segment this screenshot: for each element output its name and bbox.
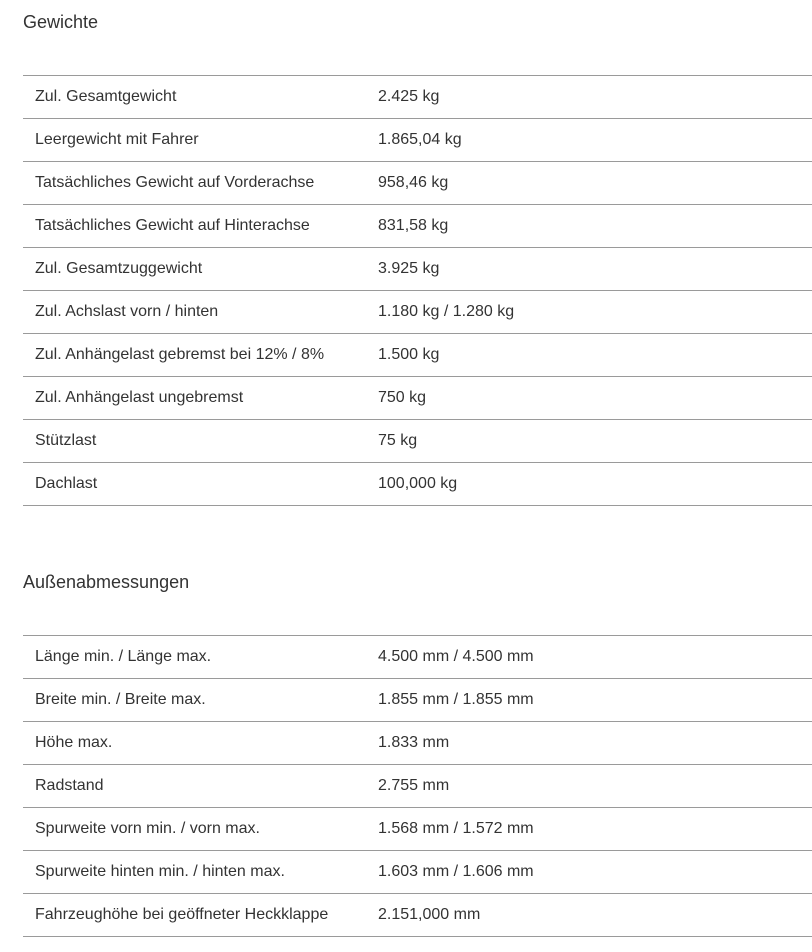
table-row [23,722,812,765]
spec-value: 2.151,000 mm [378,906,481,923]
table-row [23,291,812,334]
table-row [23,851,812,894]
spec-label: Dachlast [35,475,98,492]
table-row [23,420,812,463]
table-row [23,679,812,722]
spec-label: Stützlast [35,432,97,449]
spec-label: Leergewicht mit Fahrer [35,131,199,148]
spec-label: Spurweite hinten min. / hinten max. [35,863,285,880]
table-row [23,463,812,506]
spec-label: Zul. Gesamtzuggewicht [35,260,203,277]
table-row [23,334,812,377]
spec-value: 4.500 mm / 4.500 mm [378,648,534,665]
spec-label: Höhe max. [35,734,113,751]
dimensions-section [23,560,812,952]
spec-value: 1.865,04 kg [378,131,462,148]
spec-label: Radstand [35,777,104,794]
spec-value: 1.500 kg [378,346,440,363]
weights-section [23,0,812,510]
table-row [23,894,812,937]
weights-title: Gewichte [23,12,99,32]
spec-value: 1.833 mm [378,734,450,751]
table-row [23,765,812,808]
spec-value: 1.568 mm / 1.572 mm [378,820,534,837]
spec-label: Spurweite vorn min. / vorn max. [35,820,260,837]
spec-value: 3.925 kg [378,260,440,277]
spec-value: 100,000 kg [378,475,458,492]
spec-value: 2.755 mm [378,777,450,794]
table-row [23,205,812,248]
spec-label: Zul. Anhängelast ungebremst [35,389,244,406]
spec-value: 831,58 kg [378,217,449,234]
spec-label: Länge min. / Länge max. [35,648,212,665]
spec-value: 1.603 mm / 1.606 mm [378,863,534,880]
spec-label: Zul. Gesamtgewicht [35,88,177,105]
spec-value: 75 kg [378,432,418,449]
spec-label: Breite min. / Breite max. [35,691,206,708]
table-row [23,119,812,162]
spec-label: Tatsächliches Gewicht auf Hinterachse [35,217,310,234]
spec-label: Tatsächliches Gewicht auf Vorderachse [35,174,315,191]
spec-value: 1.855 mm / 1.855 mm [378,691,534,708]
table-row [23,808,812,851]
spec-value: 1.180 kg / 1.280 kg [378,303,515,320]
spec-value: 958,46 kg [378,174,449,191]
table-row [23,636,812,679]
spec-label: Fahrzeughöhe bei geöffneter Heckklappe [35,906,329,923]
spec-label: Zul. Achslast vorn / hinten [35,303,219,320]
weights-table [23,75,812,506]
table-row [23,248,812,291]
table-row [23,162,812,205]
dimensions-table [23,635,812,937]
table-row [23,76,812,119]
spec-value: 750 kg [378,389,427,406]
dimensions-title: Außenabmessungen [23,572,190,592]
table-row [23,377,812,420]
spec-value: 2.425 kg [378,88,440,105]
spec-label: Zul. Anhängelast gebremst bei 12% / 8% [35,346,325,363]
